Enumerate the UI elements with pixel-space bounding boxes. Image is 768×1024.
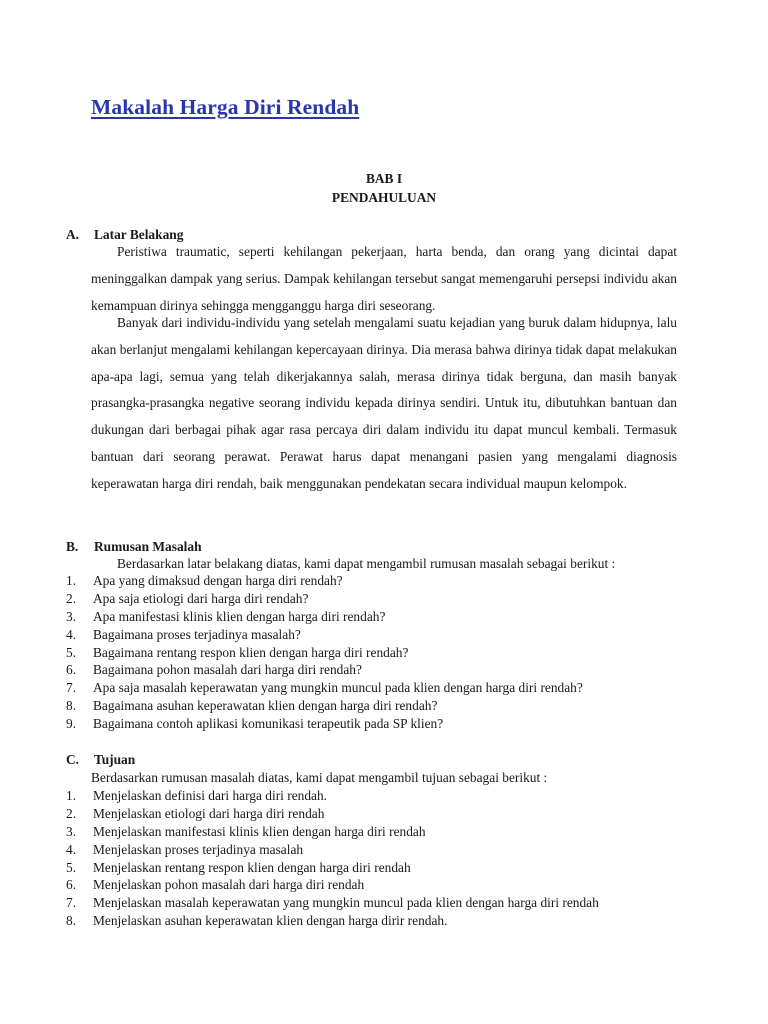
section-b-title: Rumusan Masalah bbox=[94, 539, 202, 554]
section-a-paragraph-2: Banyak dari individu-individu yang setelah mengalami suatu kejadian yang buruk dalam hidupnya, lalu akan berlanjut mengalami kehilangan kepercayaan dirinya. Dia merasa bahwa dirinya tidak dapat melakukan apa-apa lagi, semua yang telah dikerjakannya salah, merasa dirinya tidak berguna, dan masih banyak prasangka-prasangka negative seorang individu kepada dirinya sendiri. Untuk itu, dibutuhkan bantuan dan dukungan dari berbagai pihak agar rasa percaya diri dalam individu itu dapat muncul kembali. Termasuk bantuan dari seorang perawat. Perawat harus dapat menangani pasien yang mengalami diagnosis keperawatan harga diri rendah, baik menggunakan pendekatan secara individual maupun kelompok. bbox=[91, 315, 677, 491]
list-item: 6. Bagaimana pohon masalah dari harga diri rendah? bbox=[66, 662, 362, 678]
list-item: 2. Apa saja etiologi dari harga diri rendah? bbox=[66, 590, 309, 606]
section-a-letter: A. bbox=[66, 227, 80, 242]
list-item: 1. Apa yang dimaksud dengan harga diri rendah? bbox=[66, 573, 343, 588]
list-item: 4. Bagaimana proses terjadinya masalah? bbox=[66, 626, 301, 642]
chapter-name: PENDAHULUAN bbox=[331, 190, 437, 205]
section-b-intro: Berdasarkan latar belakang diatas, kami dapat mengambil rumusan masalah sebagai berikut : bbox=[117, 556, 616, 571]
section-b-list bbox=[66, 572, 706, 733]
section-c-letter: C. bbox=[66, 752, 80, 767]
section-c-list bbox=[66, 787, 706, 930]
list-item: 7. Apa saja masalah keperawatan yang mungkin muncul pada klien dengan harga diri rendah? bbox=[66, 680, 583, 696]
list-item: 3. Menjelaskan manifestasi klinis klien dengan harga diri rendah bbox=[66, 823, 426, 839]
list-item: 6. Menjelaskan pohon masalah dari harga diri rendah bbox=[66, 877, 365, 893]
list-item: 3. Apa manifestasi klinis klien dengan harga diri rendah? bbox=[66, 608, 386, 624]
section-c-heading bbox=[66, 751, 135, 769]
document-title-link[interactable]: Makalah Harga Diri Rendah bbox=[91, 95, 360, 119]
list-item: 4. Menjelaskan proses terjadinya masalah bbox=[66, 841, 304, 857]
chapter-number: BAB I bbox=[365, 171, 403, 186]
list-item: 8. Menjelaskan asuhan keperawatan klien dengan harga dirir rendah. bbox=[66, 913, 448, 929]
list-item: 1. Menjelaskan definisi dari harga diri rendah. bbox=[66, 788, 328, 803]
section-c-title: Tujuan bbox=[94, 752, 136, 767]
section-b-letter: B. bbox=[66, 539, 79, 554]
list-item: 7. Menjelaskan masalah keperawatan yang mungkin muncul pada klien dengan harga diri rendah bbox=[66, 895, 599, 911]
section-c-intro: Berdasarkan rumusan masalah diatas, kami dapat mengambil tujuan sebagai berikut : bbox=[91, 770, 548, 785]
list-item: 5. Bagaimana rentang respon klien dengan harga diri rendah? bbox=[66, 644, 409, 660]
list-item: 8. Bagaimana asuhan keperawatan klien dengan harga diri rendah? bbox=[66, 698, 438, 714]
section-a-title: Latar Belakang bbox=[94, 227, 184, 242]
list-item: 5. Menjelaskan rentang respon klien dengan harga diri rendah bbox=[66, 859, 411, 875]
list-item: 9. Bagaimana contoh aplikasi komunikasi terapeutik pada SP klien? bbox=[66, 716, 444, 732]
section-a-paragraph-1: Peristiwa traumatic, seperti kehilangan pekerjaan, harta benda, dan orang yang dicintai dapat meninggalkan dampak yang serius. Dampak kehilangan tersebut sangat memengaruhi persepsi individu akan kemampuan dirinya sehingga mengganggu harga diri seseorang. bbox=[91, 244, 677, 313]
list-item: 2. Menjelaskan etiologi dari harga diri rendah bbox=[66, 805, 325, 821]
section-b-heading bbox=[66, 538, 202, 556]
